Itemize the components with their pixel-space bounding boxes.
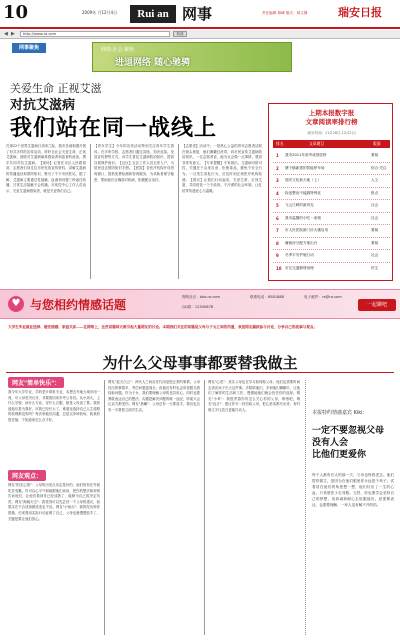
ranking-title-cell: 市区交通拥堵治理 — [285, 265, 314, 270]
ranking-title-cell: 瑞安文化新天地（上） — [285, 178, 321, 182]
main-headline: 我们站在同一战线上 — [10, 116, 218, 141]
ranking-title-cell: 飞云江畔的新风光 — [285, 203, 314, 207]
ranking-rank: 8 — [276, 240, 279, 246]
ranking-rank: 2 — [276, 165, 279, 171]
ranking-row[interactable] — [273, 263, 390, 276]
browser-bar — [0, 30, 400, 39]
ranking-rank: 9 — [276, 253, 279, 258]
edition-label: Rui an — [130, 5, 176, 23]
ranking-page-cell: 要闻 — [371, 153, 379, 157]
col2-body: 【青年学生】今年的宣传活动特别关注青年学生群体。在多所学校，志愿者们通过讲座、知识竞赛、发放宣传册等方式，向学生普及艾滋病防治知识，提高自我保护意识。【社区】社区工作人员走家入户，为居民送去预防知识手册。【医院】各医疗机构开设咨询窗口，提供免费检测和咨询服务，为求助者保守秘密，帮助他们正确面对疾病，积极配合治疗。 — [94, 144, 174, 182]
ranking-rank: 1 — [276, 153, 279, 158]
ranking-page-cell: 社会 — [371, 215, 379, 220]
ranking-list — [273, 150, 390, 275]
ranking-title-cell: 廉租房分配方案出台 — [285, 240, 318, 245]
sidebar-quote: 一定不要忽视父母 没有人会 比他们更爱你 — [312, 426, 385, 460]
ranking-title-cell: 塘下镇新建的智能停车场 — [285, 165, 325, 170]
banner-line1: 网络·社会·聚焦 — [101, 47, 135, 53]
ranking-page-cell: 社会 — [371, 253, 379, 257]
ranking-page-cell: 综合·关注 — [371, 165, 387, 170]
kicker-2: 对抗艾滋病 — [10, 98, 76, 113]
ranking-page-cell: 要闻 — [371, 228, 379, 232]
kicker-1: 关爱生命 正视艾滋 — [10, 82, 102, 95]
forum-phone: 联系电话：6581888 — [250, 295, 284, 299]
ranking-rank: 4 — [276, 190, 279, 196]
ranking-title-cell: 市人民医院新门诊大楼启用 — [285, 228, 329, 232]
go-button[interactable]: 转到 — [173, 31, 187, 37]
ranking-page-cell: 人文 — [371, 178, 379, 182]
ranking-title-cell: 拆违整治不能搞特殊化 — [285, 190, 321, 195]
ranking-title: 上期本报数字报 文章阅读率排行榜 — [305, 109, 358, 126]
sidebar-body: 每个人都有长大的那一天，父母也终将老去。他们替你做主，是因为在他们眼里你永远是个孩子。试着站在他们的角度想一想，他们付出了一生的心血，只希望你少走弯路。当然，你也要学会坚持自己的梦想，用真诚和耐心去说服他们。爱需要表达，也需要理解，一家人没有解不开的结。 — [312, 473, 394, 507]
ranking-subtitle: （统计时间：11月26日-12月2日） — [304, 131, 359, 135]
ranking-header-page: 版面 — [373, 141, 381, 146]
ranking-rank: 6 — [276, 215, 279, 221]
banner — [92, 42, 292, 72]
lead-body: 在第22个世界艾滋病日到来之际，我市各地相继开展了形式多样的宣传活动，呼吁全社会关爱生命，正视艾滋病，消除对艾滋病病毒感染者和患者的歧视，携手共同对抗艾滋病。【现场】记者在市区人民路看到，志愿者们向过往市民发放宣传资料，讲解艾滋病的传播途径和预防知识，吸引了不少市民驻足。据了解，艾滋病主要通过性接触、血液和母婴三种途径传播，日常生活接触不会传播。市疾控中心工作人员表示，关爱艾滋病感染者，就是关爱我们自己。 — [6, 144, 86, 193]
ranking-title-cell: 我市温馨的小吃一条街 — [285, 215, 321, 220]
ranking-header — [273, 140, 390, 148]
ranking-page-cell: 民生 — [371, 265, 379, 270]
col-divider-1 — [90, 144, 91, 279]
ranking-page-cell: 社会 — [371, 203, 379, 207]
url-field[interactable]: http://www.ra.com — [20, 31, 170, 37]
forum-title: 与您相约情感话题 — [30, 298, 127, 312]
ranking-rank: 5 — [276, 203, 279, 208]
ranking-box — [268, 103, 393, 281]
ranking-row[interactable] — [273, 200, 390, 213]
section-title: 网事 — [182, 5, 213, 23]
masthead-rule — [0, 27, 400, 29]
column-tag: 网事聚焦 — [12, 43, 46, 53]
ranking-header-rank: 排名 — [276, 141, 284, 146]
intro-bar: 大学生毕业就业选择、婚恋情感、家庭关系……在网络上，这些话题每天都引起大量网友的讨论。本期我们关注的话题是父母与子女之间的沟通，欢迎网友踊跃参与讨论，分享自己的故事与观点。 — [8, 325, 318, 329]
ranking-rank: 10 — [276, 265, 282, 271]
heart-icon: ♥ — [8, 296, 24, 312]
ranking-row[interactable] — [273, 213, 390, 226]
ranking-row[interactable] — [273, 238, 390, 251]
sidebar — [305, 380, 395, 635]
tag-netizen-b: 网友观点： — [8, 470, 46, 481]
sidebar-heading: 本报特约情感嘉宾 Kiki： — [312, 410, 368, 416]
ranking-rank: 7 — [276, 228, 279, 233]
ranking-header-title: 文章题目 — [309, 141, 325, 146]
banner-line2: 进退网络 随心驰骋 — [115, 58, 191, 68]
forum-url[interactable]: 网络社区：bbs.ra.com — [182, 295, 221, 299]
col3-body: 【志愿者】活动中，一批热心公益的青年志愿者活跃在街头巷尾，他们佩戴红丝带，向市民宣传艾滋病防治知识。一位志愿者说，能为社会做一点事情，感到非常有意义。【专家提醒】专家指出，艾滋病可防可控，关键在于洁身自爱，拒绝毒品，避免不安全行为。一旦发生高危行为，应及时到正规医疗机构检测。【倡议】让我们行动起来，关爱生命，正视艾滋，共同营造一个不歧视、不冷漠的社会环境，让红丝带传递爱心与温暖。 — [182, 144, 262, 193]
ranking-row[interactable] — [273, 175, 390, 188]
forum-mail[interactable]: 电子邮件：ra@ra.com — [304, 295, 342, 299]
feature-title: 为什么父母事事都要替我做主 — [102, 354, 298, 372]
ranking-title-cell: 我市2011年高考成绩放榜 — [285, 153, 327, 157]
paper-logo: 瑞安日报 — [338, 6, 382, 19]
back-icon[interactable]: ◀ — [4, 31, 8, 37]
forum-tag[interactable]: 一起聊吧 — [358, 299, 396, 311]
col-divider-2 — [178, 144, 179, 279]
page-number: 10 — [3, 2, 29, 23]
ranking-row[interactable] — [273, 250, 390, 263]
ranking-row[interactable] — [273, 225, 390, 238]
feature-rule — [6, 372, 394, 373]
ranking-row[interactable] — [273, 150, 390, 163]
ranking-title-cell: 冬季平安护航行动 — [285, 253, 314, 257]
ranking-page-cell: 焦点 — [371, 190, 379, 195]
body-c: 网友"蓝天白云"：两代人之间存在代沟是很正常的事情，父母经历的事情多，考虑问题更周全，但他们有时也会用老眼光看待新问题。作为子女，我们要理解父母的良苦用心，同时也要勇敢表达自己的想法。沟通是解决问题的唯一途径，吵架只会让双方都受伤。网友"晨曦"：父母总有一天要放手，我们也总有一天要独立面对生活。 — [108, 380, 200, 412]
forum-ad — [0, 289, 400, 319]
masthead — [0, 0, 400, 28]
forward-icon[interactable]: ▶ — [11, 31, 15, 37]
col-divider-3 — [104, 380, 105, 635]
editor-line: 责任编辑 林峰 版式：林文静 — [262, 11, 308, 15]
ranking-page-cell: 要闻 — [371, 240, 379, 245]
body-a: 我今年大学毕业，学的是计算机专业，本想去外地大城市闯一闯，可父母坚决反对，非要我回家乡考公务员。从小到大，上什么学校、读什么专业、穿什么衣服，都是父母说了算。我知道他们是为我好，可我已经长大了，难道连选择自己人生道路的权利都没有吗？每次和他们沟通，总是以争吵收场，我真的很苦恼，不知道该怎么办才好。 — [8, 390, 100, 422]
ranking-rank: 3 — [276, 178, 279, 183]
ranking-row[interactable] — [273, 163, 390, 176]
issue-date: 2009年 月12月4日 — [82, 10, 118, 15]
col-divider-4 — [204, 380, 205, 635]
tag-netizen-a: 网友"简单快乐"： — [8, 377, 64, 388]
body-b: 网友"阳光心情"：父母的出发点肯定是好的，他们怕你在外面吃苦受累。你可以心平气和地跟他们谈谈，把你的想法和规划告诉他们，让他们看到你已经成熟了，能够为自己的决定负责。网友"海阔天空"：我觉得可以先尝试一下父母的建议，如果实在不合适再做改变也不迟。网友"小雨点"：我的经历和你很像，后来我用实际行动证明了自己，父母也就慢慢放手了，关键是要让他们放心。 — [8, 483, 100, 521]
forum-qq: QQ群：12345678 — [182, 305, 214, 309]
ranking-row[interactable] — [273, 188, 390, 201]
body-d: 网友"心语"：其实父母也在学习如何做父母，他们也需要时间去适应孩子长大这件事。多陪陪他们，多和他们聊聊天，让他们了解你的生活和工作，慢慢地他们就会信任你的选择。网友"小草"：我很羡慕你有这么关心你的父母，珍惜吧。网友"远方"：建议你写一封信给父母，把心里话都写出来，有时候文字比语言更能打动人。 — [208, 380, 300, 412]
